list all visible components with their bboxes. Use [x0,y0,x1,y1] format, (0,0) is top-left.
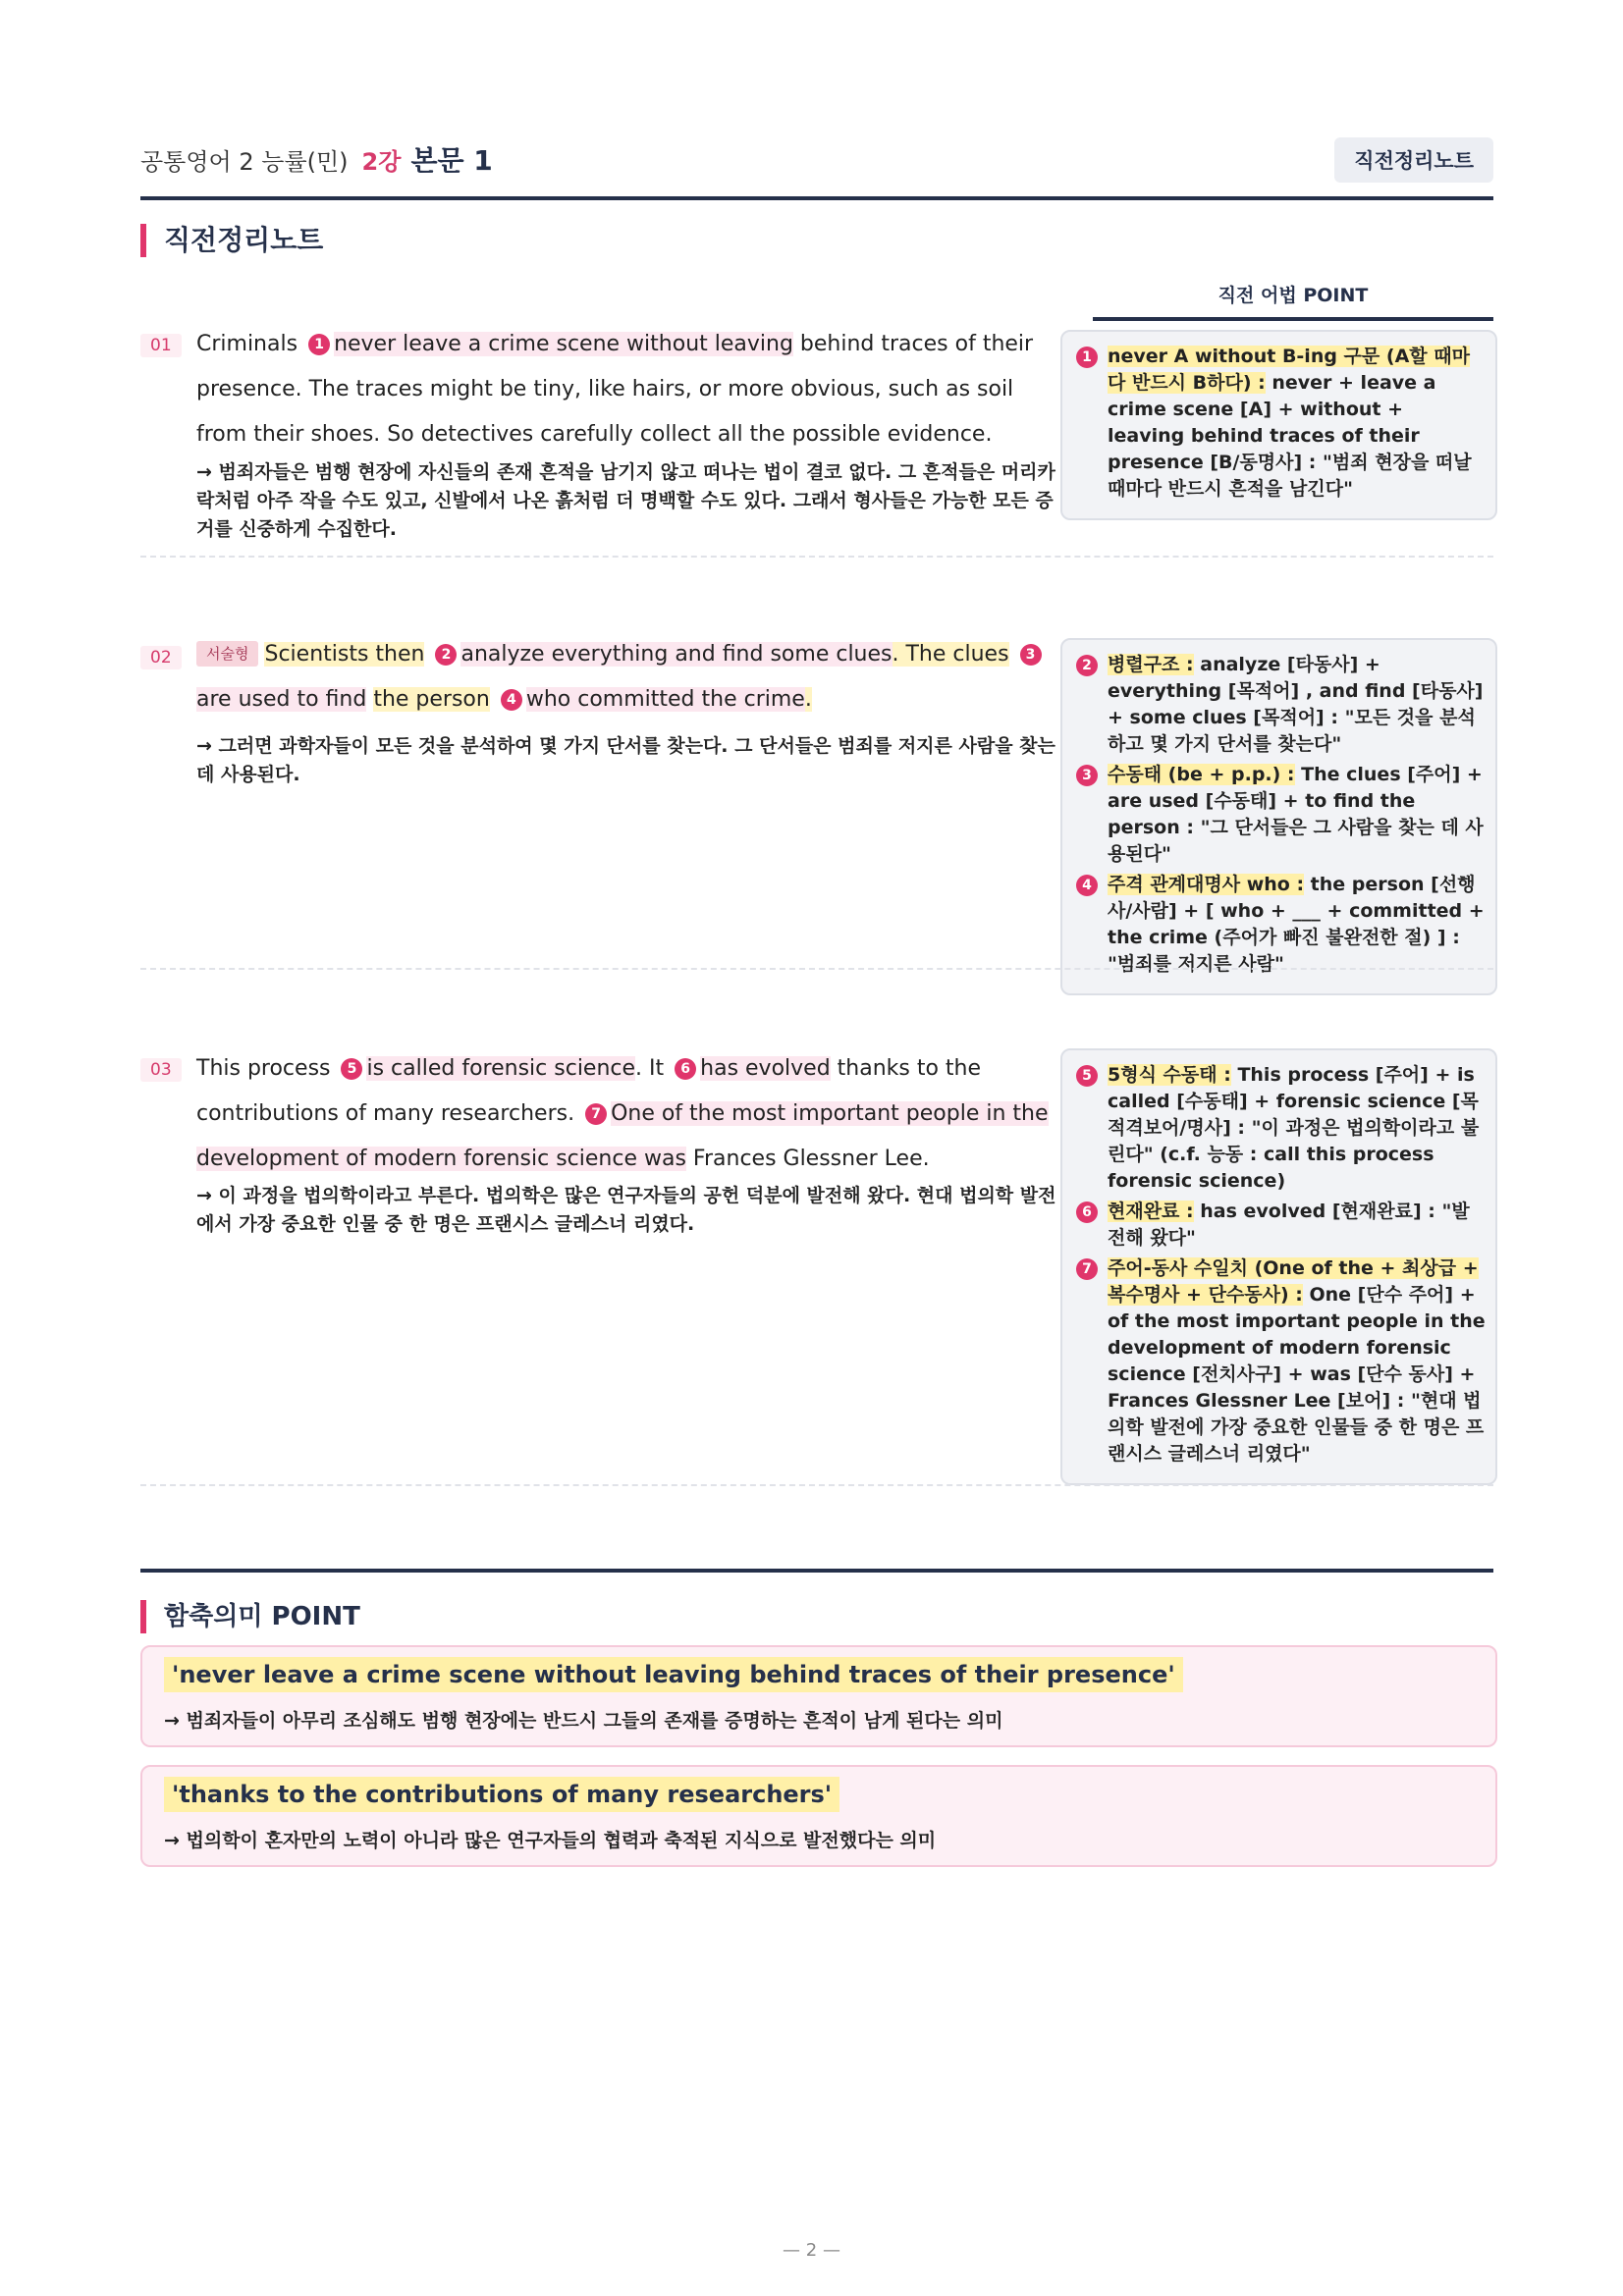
essay-tag: 서술형 [196,641,258,667]
divider [140,1484,1493,1486]
highlight-segment: is called forensic science [366,1056,636,1081]
grammar-point-title: 직전 어법 POINT [1093,281,1493,321]
text-segment: Frances Glessner Lee. [685,1147,930,1171]
english-text [196,322,1060,457]
highlight-segment: never leave a crime scene without leaving [334,332,793,356]
marker-7-icon: 7 [585,1103,607,1125]
marker-6-icon: 6 [1076,1201,1098,1223]
grammar-text: has evolved [현재완료] : "발전해 왔다" [1108,1201,1470,1249]
korean-translation: → 그러면 과학자들이 모든 것을 분석하여 몇 가지 단서를 찾는다. 그 단서들은 범죄를 저지른 사람을 찾는 데 사용된다. [196,735,1055,785]
marker-7-icon: 7 [1076,1258,1098,1280]
grammar-label: 병렬구조 : [1108,654,1194,675]
highlight-segment: has evolved [700,1056,831,1081]
implication-box [140,1645,1497,1747]
text-segment: Criminals [196,332,305,356]
page-number: — 2 — [783,2240,840,2261]
grammar-text: never + leave a crime scene [A] + without + leaving behind traces of their presence [B/동명사] : "범죄 현장을 떠날 때마다 반드시 흔적을 남긴다" [1108,372,1472,500]
grammar-label: 수동태 (be + p.p.) : [1108,764,1295,785]
section-title: 직전정리노트 [140,224,323,257]
page [140,137,1493,1851]
text-segment: thanks to the contributions of many researchers. [196,1056,982,1126]
marker-3-icon: 3 [1076,765,1098,786]
lesson-number: 2강 [361,148,402,176]
highlight-segment: analyze everything and find some clues [460,642,893,667]
highlight-segment: . The clues [892,642,1009,667]
marker-1-icon: 1 [308,334,330,355]
english-text [196,1046,1060,1182]
header-title-group [140,139,493,179]
marker-5-icon: 5 [1076,1065,1098,1087]
highlight-segment: Scientists then [264,642,425,667]
grammar-item [1076,652,1486,758]
entry-number: 02 [140,646,182,669]
entry-number: 01 [140,334,182,357]
divider [140,968,1493,970]
page-header [140,137,1493,200]
marker-4-icon: 4 [1076,875,1098,896]
header-badge: 직전정리노트 [1334,137,1493,183]
implication-quote: 'never leave a crime scene without leaving behind traces of their presence' [164,1657,1183,1692]
implication-quote: 'thanks to the contributions of many researchers' [164,1777,839,1812]
marker-3-icon: 3 [1020,644,1042,666]
grammar-item [1076,872,1486,978]
grammar-item [1076,1255,1486,1468]
grammar-text: analyze [타동사] + everything [목적어] , and find [타동사] + some clues [목적어] : "모든 것을 분석하고 몇 가지 단서를 찾는다" [1108,654,1484,755]
grammar-item [1076,344,1486,503]
highlight-segment: the person [373,687,490,712]
highlight-segment: . [804,687,812,712]
grammar-label: never A without B-ing 구문 (A할 때마다 반드시 B하다) : [1108,346,1470,394]
entry-number: 03 [140,1058,182,1082]
text-segment: behind traces of their presence. The traces might be tiny, like hairs, or more obvious, such as soil from their shoes. So detectives carefully collect all the possible evidence. [196,332,1034,447]
korean-translation: → 이 과정을 법의학이라고 부른다. 법의학은 많은 연구자들의 공헌 덕분에 발전해 왔다. 현대 법의학 발전에서 가장 중요한 인물 중 한 명은 프랜시스 글레스너 리였다. [196,1185,1056,1235]
grammar-text: the person [선행사/사람] + [ who + ___ + committed + the crime (주어가 빠진 불완전한 절) ] : "범죄를 저지른 사람" [1108,874,1485,975]
grammar-item [1076,1062,1486,1195]
korean-translation: → 범죄자들은 범행 현장에 자신들의 존재 흔적을 남기지 않고 떠나는 법이 결코 없다. 그 흔적들은 머리카락처럼 아주 작을 수도 있고, 신발에서 나온 흙처럼 더 명백할 수도 있다. 그래서 형사들은 가능한 모든 증거를 신중하게 수집한다. [196,461,1055,540]
text-segment: This process [196,1056,338,1081]
implication-meaning: → 법의학이 혼자만의 노력이 아니라 많은 연구자들의 협력과 축적된 지식으로 발전했다는 의미 [164,1830,937,1851]
text-segment: . It [635,1056,672,1081]
marker-1-icon: 1 [1076,347,1098,368]
grammar-box [1060,638,1497,995]
implication-title: 함축의미 POINT [140,1600,360,1633]
page-title: 본문 1 [410,144,493,177]
section-divider [140,1569,1493,1573]
grammar-text: The clues [주어] + are used [수동태] + to find the person : "그 단서들은 그 사람을 찾는 데 사용된다" [1108,764,1484,865]
highlight-segment: who committed the crime [525,687,805,712]
grammar-box [1060,330,1497,520]
grammar-label: 5형식 수동태 : [1108,1064,1231,1086]
divider [140,556,1493,558]
grammar-label: 주격 관계대명사 who : [1108,874,1305,895]
course-name: 공통영어 2 능률(민) [140,148,349,176]
marker-5-icon: 5 [341,1058,362,1080]
marker-2-icon: 2 [1076,655,1098,676]
marker-6-icon: 6 [675,1058,696,1080]
highlight-segment: One of the most important people in the development of modern forensic science was [196,1101,1049,1171]
implication-meaning: → 범죄자들이 아무리 조심해도 범행 현장에는 반드시 그들의 존재를 증명하는 흔적이 남게 된다는 의미 [164,1710,1003,1732]
grammar-label: 현재완료 : [1108,1201,1194,1222]
implication-box [140,1765,1497,1867]
highlight-segment: are used to find [196,687,367,712]
marker-2-icon: 2 [435,644,457,666]
english-text [196,632,1060,722]
grammar-item [1076,762,1486,868]
grammar-text: This process [주어] + is called [수동태] + forensic science [목적격보어/명사] : "이 과정은 법의학이라고 불린다" (c.f. 능동 : call this process forensic science) [1108,1064,1480,1192]
grammar-box [1060,1048,1497,1485]
marker-4-icon: 4 [501,689,522,711]
grammar-label: 주어-동사 수일치 (One of the + 최상급 + 복수명사 + 단수동사) : [1108,1257,1479,1306]
grammar-text: One [단수 주어] + of the most important people in the development of modern forensic science [전치사구] + was [단수 동사] + Frances Glessner Lee [보어] : "현대 법의학 발전에 가장 중요한 인물들 중 한 명은 프랜시스 글레스너 리였다" [1108,1284,1486,1465]
grammar-item [1076,1199,1486,1252]
